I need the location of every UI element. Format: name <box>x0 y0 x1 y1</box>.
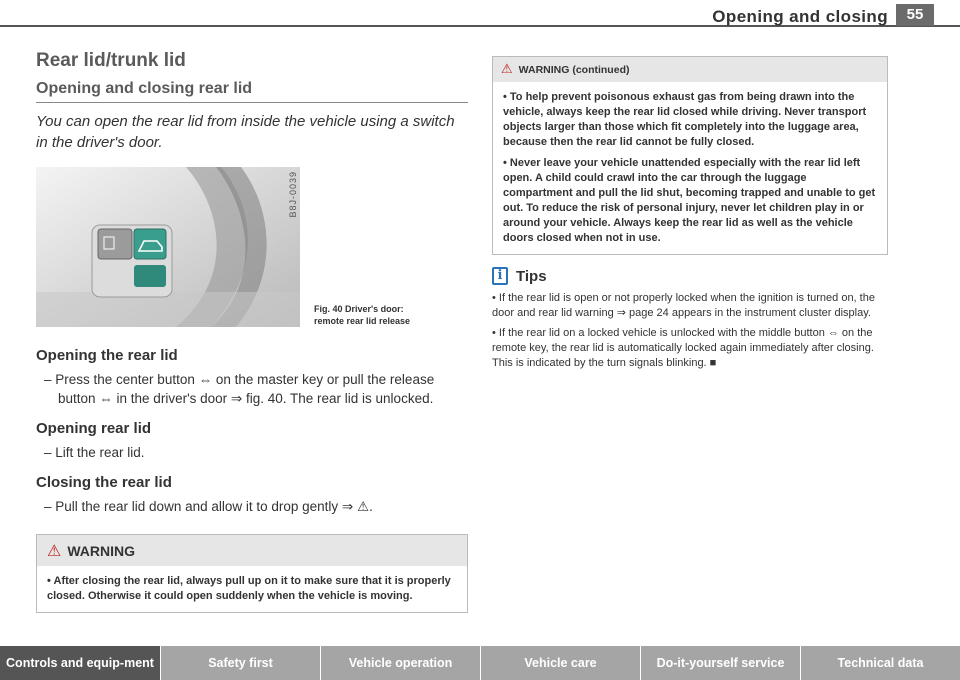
page-header-title: Opening and closing <box>712 7 888 26</box>
nav-controls-and-equipment[interactable]: Controls and equip-ment <box>0 646 160 680</box>
step-closing-the-rear-lid <box>36 474 468 516</box>
warning-continued-body <box>493 82 887 254</box>
nav-vehicle-operation[interactable]: Vehicle operation <box>321 646 480 680</box>
warning-box <box>36 534 468 613</box>
door-switch-figure <box>36 167 300 327</box>
right-column <box>492 56 888 376</box>
warning-triangle-icon: ⚠ <box>47 541 62 560</box>
figure-caption-line2: remote rear lid release <box>314 316 411 326</box>
step-heading: Opening the rear lid <box>36 347 178 364</box>
left-column <box>36 50 468 613</box>
warning-body: • After closing the rear lid, always pull up on it to make sure that it is properly closed. Otherwise it could open suddenly when the vehicle is moving. <box>47 575 451 602</box>
section-title: Rear lid/trunk lid <box>36 50 186 71</box>
nav-technical-data[interactable]: Technical data <box>801 646 960 680</box>
warning-title: WARNING <box>67 542 136 559</box>
figure-row <box>36 167 468 327</box>
warning-continued-header <box>493 57 887 82</box>
nav-safety-first[interactable]: Safety first <box>161 646 320 680</box>
warning-item: • Never leave your vehicle unattended especially with the rear lid left open. A child could crawl into the car through the luggage compartment and pull the lid shut, becoming trapped and unable to get out. To reduce the risk of personal injury, never let children play in or around your vehicle. Always keep the rear lid as well as the vehicle doors closed when not in use. <box>503 157 876 244</box>
step-text: – Press the center button ⇔ on the master key or pull the release button ⇔ in the driver's door ⇒ fig. 40. The rear lid is unlocked. <box>44 372 435 406</box>
step-opening-the-rear-lid <box>36 347 468 408</box>
warning-continued-box <box>492 56 888 255</box>
step-heading: Opening rear lid <box>36 420 152 437</box>
chapter-nav <box>0 646 960 680</box>
step-text: – Lift the rear lid. <box>44 445 145 460</box>
nav-do-it-yourself-service[interactable]: Do-it-yourself service <box>641 646 800 680</box>
warning-triangle-icon: ⚠ <box>501 62 513 77</box>
warning-header <box>37 535 467 566</box>
warning-continued-title: WARNING (continued) <box>518 63 630 76</box>
tips-header <box>492 267 888 285</box>
figure-caption <box>314 303 410 327</box>
tip-item: • If the rear lid on a locked vehicle is unlocked with the middle button ⇔ on the remote key, the rear lid is automatically locked again immediately after closing. This is indicated by the turn signals blinking. ■ <box>492 327 874 369</box>
figure-code: B8J-0039 <box>288 171 298 218</box>
warning-item: • To help prevent poisonous exhaust gas from being drawn into the vehicle, always keep the rear lid closed while driving. Never transport objects larger than those which fit completely into the luggage area, because then the rear lid cannot be fully closed. <box>503 91 867 148</box>
step-text: – Pull the rear lid down and allow it to drop gently ⇒ ⚠. <box>44 499 373 514</box>
intro-text: You can open the rear lid from inside the vehicle using a switch in the driver's door. <box>36 113 455 151</box>
door-switch-illustration <box>36 167 300 327</box>
tip-item: • If the rear lid is open or not properly locked when the ignition is turned on, the door and rear lid warning ⇒ page 24 appears in the instrument cluster display. <box>492 292 875 319</box>
info-icon: i <box>492 267 508 285</box>
step-heading: Closing the rear lid <box>36 474 172 491</box>
page-number: 55 <box>896 4 934 26</box>
figure-caption-line1: Fig. 40 Driver's door: <box>314 304 404 314</box>
step-opening-rear-lid <box>36 420 468 462</box>
subsection-title: Opening and closing rear lid <box>36 80 468 103</box>
tips-title: Tips <box>516 267 547 285</box>
nav-vehicle-care[interactable]: Vehicle care <box>481 646 640 680</box>
